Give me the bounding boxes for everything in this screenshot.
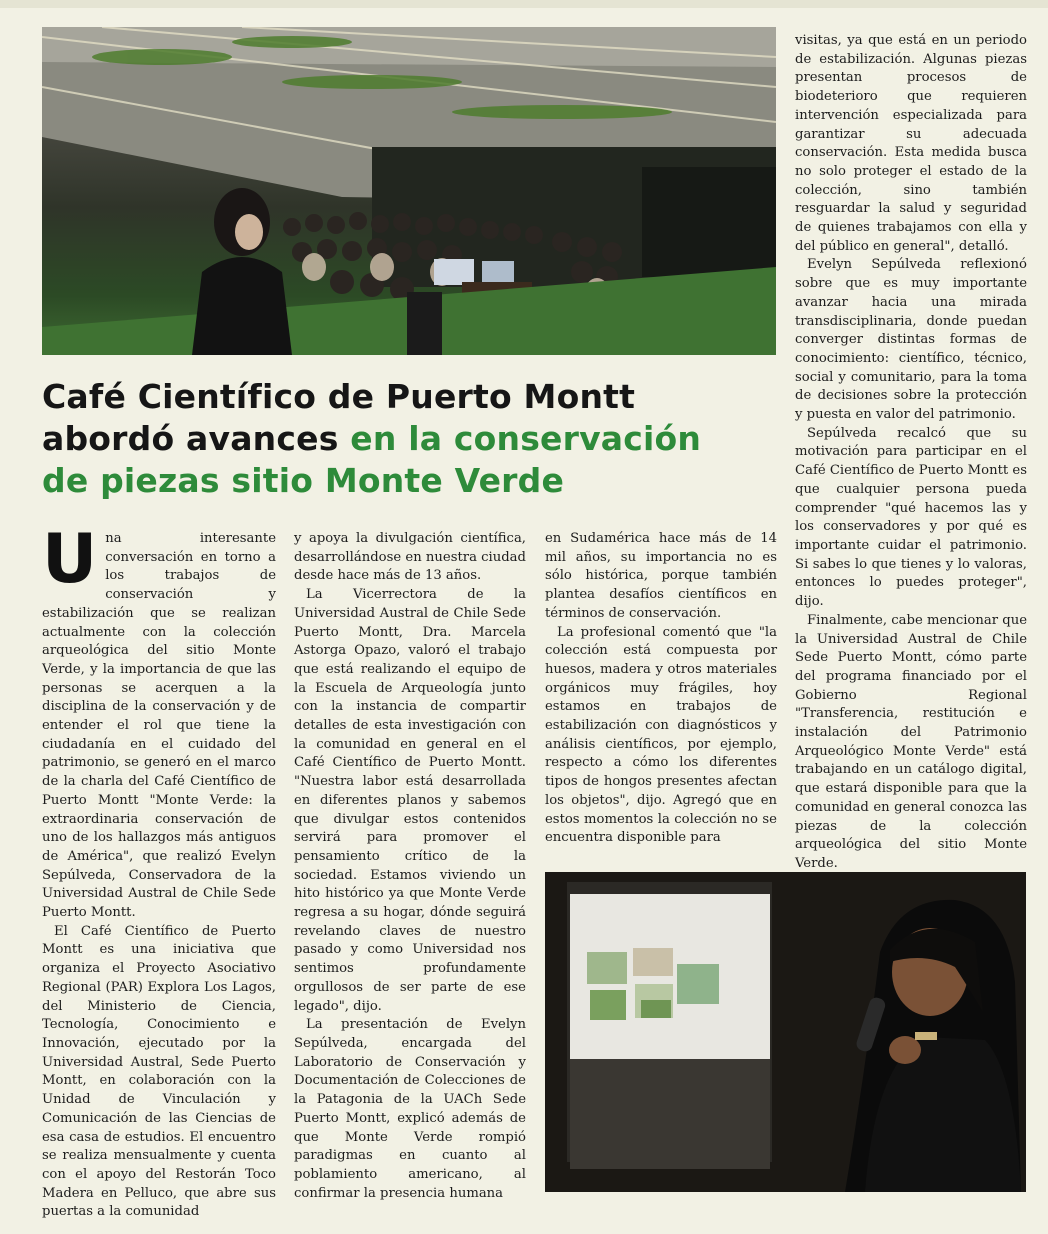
paragraph: La Vicerrectora de la Universidad Austral de Chile Sede Puerto Montt, Dra. Marcela Astorga Opazo, valoró el trabajo que está realizando el equipo de la Escuela de Arqueología junto con la instancia de compartir detalles de esta investigación con la comunidad en general en el Café Científico de Puerto Montt. "Nuestra labor está desarrollada en diferentes planos y sabemos que divulgar estos contenidos servirá para promover el pensamiento crítico de la sociedad. Estamos viviendo un hito histórico ya que Monte Verde regresa a su hogar, dónde seguirá revelando claves de nuestro pasado y como Universidad nos sentimos profundamente orgullosos de ser parte de ese legado", dijo.: [294, 587, 526, 1014]
paragraph-intro: [42, 520, 276, 923]
headline-line-2: [42, 418, 782, 460]
paragraph: Evelyn Sepúlveda reflexionó sobre que es muy importante avanzar hacia una mirada transdisciplinaria, donde puedan converger distintas formas de conocimiento: científico, técnico, social y comunitario, para la toma de decisiones sobre la protección y puesta en valor del patrimonio.: [795, 257, 1027, 423]
headline-line-2-green: en la conservación: [350, 419, 702, 458]
headline-line-1: Café Científico de Puerto Montt: [42, 377, 636, 416]
article-column-1: [42, 520, 276, 1222]
paragraph: y apoya la divulgación científica, desarrollándose en nuestra ciudad desde hace más de 13 años.: [294, 531, 526, 584]
headline-line-3: de piezas sitio Monte Verde: [42, 461, 565, 500]
speaker-illustration: [545, 872, 1026, 1192]
article-column-4: [795, 32, 1027, 874]
paragraph: visitas, ya que está en un periodo de estabilización. Algunas piezas presentan procesos de biodeterioro que requieren intervención especializada para garantizar su adecuada conservación. Esta medida busca no solo proteger el estado de la colección, sino también resguardar la salud y seguridad de quienes trabajamos con ella y del público en general", detalló.: [795, 33, 1027, 254]
headline-line-2-black: abordó avances: [42, 419, 351, 458]
article-column-3: [545, 530, 777, 848]
event-audience-illustration: [42, 27, 776, 355]
paragraph: Finalmente, cabe mencionar que la Universidad Austral de Chile Sede Puerto Montt, cómo parte del programa financiado por el Gobierno Regional "Transferencia, restitución e instalación del Patrimonio Arqueológico Monte Verde" está trabajando en un catálogo digital, que estará disponible para que la comunidad en general conozca las piezas de la colección arqueológica del sitio Monte Verde.: [795, 612, 1027, 871]
paragraph: Sepúlveda recalcó que su motivación para participar en el Café Científico de Puerto Montt es que cualquier persona pueda comprender "qué hacemos las y los conservadores y por qué es importante cuidar el patrimonio. Si sabes lo que tienes y lo valoras, entonces lo puedes proteger", dijo.: [795, 425, 1027, 610]
paragraph: en Sudamérica hace más de 14 mil años, su importancia no es sólo histórica, porque también plantea desafíos científicos en términos de conservación.: [545, 531, 777, 621]
event-audience-photo: [42, 27, 776, 355]
page-top-strip: [0, 0, 1048, 8]
paragraph-intro-text: na interesante conversación en torno a los trabajos de conservación y estabilización que se realizan actualmente con la colección arqueológica del sitio Monte Verde, y la importancia de que las personas se acerquen a la disciplina de la conservación y de entender el rol que tiene la ciudadanía en el cuidado del patrimonio, se generó en el marco de la charla del Café Científico de Puerto Montt "Monte Verde: la extraordinaria conservación de uno de los hallazgos más antiguos de América", que realizó Evelyn Sepúlveda, Conservadora de la Universidad Austral de Chile Sede Puerto Montt.: [42, 531, 276, 921]
paragraph: La profesional comentó que "la colección está compuesta por huesos, madera y otros materiales orgánicos muy frágiles, hoy estamos en trabajos de estabilización con diagnósticos y análisis científicos, por ejemplo, respecto a cómo los diferentes tipos de hongos presentes afectan los objetos", dijo. Agregó que en estos momentos la colección no se encuentra disponible para: [545, 624, 777, 846]
paragraph: El Café Científico de Puerto Montt es una iniciativa que organiza el Proyecto Asociativo Regional (PAR) Explora Los Lagos, del Ministerio de Ciencia, Tecnología, Conocimiento e Innovación, ejecutado por la Universidad Austral, Sede Puerto Montt, en colaboración con la Unidad de Vinculación y Comunicación de las Ciencias de esa casa de estudios. El encuentro se realiza mensualmente y cuenta con el apoyo del Restorán Toco Madera en Pelluco, que abre sus puertas a la comunidad: [42, 923, 276, 1220]
speaker-photo: [545, 872, 1026, 1192]
article-headline: [42, 376, 782, 502]
paragraph: La presentación de Evelyn Sepúlveda, encargada del Laboratorio de Conservación y Documentación de Colecciones de la Patagonia de la UACh Sede Puerto Montt, explicó además de que Monte Verde rompió paradigmas en cuanto al poblamiento americano, al confirmar la presencia humana: [294, 1017, 526, 1201]
drop-cap: U: [42, 520, 98, 599]
article-column-2: [294, 530, 526, 1203]
